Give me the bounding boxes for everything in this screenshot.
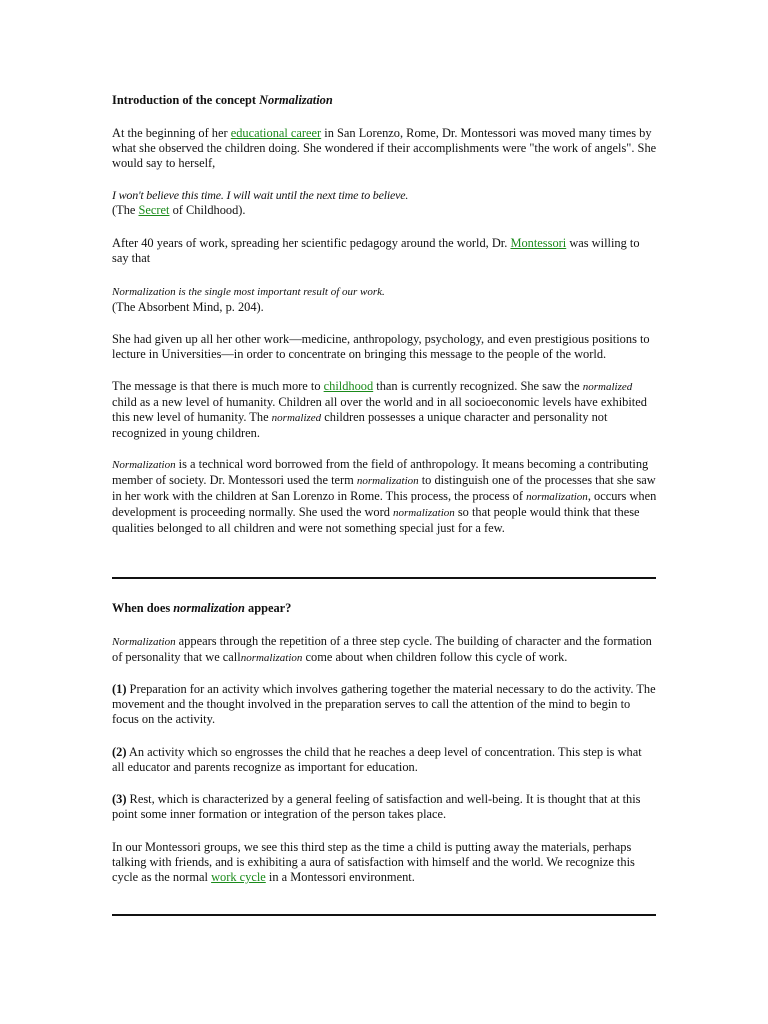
step-number: (2) xyxy=(112,745,127,759)
heading-italic: normalization xyxy=(173,601,245,615)
text-run: At the beginning of her xyxy=(112,126,231,140)
text-run: is a technical word borrowed from the field of anthropology. It means becoming a contributing member of society. Dr. Montessori used the term xyxy=(112,457,649,487)
heading-text: Introduction of the concept xyxy=(112,93,260,107)
section-heading-intro xyxy=(112,93,657,108)
quote-text: I won't believe this time. I will wait until the next time to believe. xyxy=(112,188,409,202)
link-work-cycle[interactable]: work cycle xyxy=(211,870,266,884)
heading-italic: Normalization xyxy=(259,93,333,107)
step-text: Rest, which is characterized by a general feeling of satisfaction and well-being. It is thought that at this point some inner formation or integration of the person takes place. xyxy=(112,792,641,821)
text-run: to distinguish one of the processes that she saw in her work with the children at San Lorenzo in Rome. This process, the process of xyxy=(112,473,656,503)
text-run: in a Montessori environment. xyxy=(265,870,415,884)
quote-text: Normalization is the single most important result of our work. xyxy=(112,286,385,298)
text-run: so that people would think that these qualities belonged to all children and were not something special just for a few. xyxy=(112,505,640,535)
quote-source: (The Absorbent Mind, p. 204). xyxy=(112,300,264,314)
paragraph-beginning xyxy=(112,126,657,171)
italic-term: normalization xyxy=(356,475,419,487)
italic-term: normalized xyxy=(582,381,633,393)
italic-term: Normalization xyxy=(112,636,176,648)
text-run: was willing to say that xyxy=(112,236,640,265)
italic-term: normalization xyxy=(240,652,303,664)
link-childhood[interactable]: childhood xyxy=(323,379,374,393)
step-number: (1) xyxy=(112,682,127,696)
paragraph-three-step-cycle xyxy=(112,634,657,666)
horizontal-divider xyxy=(112,577,656,579)
text-run: , occurs when development is proceeding normally. She used the word xyxy=(112,489,657,519)
step-number: (3) xyxy=(112,792,127,806)
text-run: The message is that there is much more to xyxy=(112,379,324,393)
quote-source: (The xyxy=(112,203,139,217)
horizontal-divider xyxy=(112,914,656,916)
step-item-1 xyxy=(112,682,657,727)
paragraph-technical-word xyxy=(112,457,657,536)
quote-absorbent-mind xyxy=(112,284,657,315)
text-run: appears through the repetition of a three step cycle. The building of character and the formation of personality that we call xyxy=(112,634,652,664)
paragraph-montessori-groups xyxy=(112,840,657,885)
italic-term: normalization xyxy=(393,507,455,519)
text-run: than is currently recognized. She saw the xyxy=(373,379,583,393)
paragraph-other-work: She had given up all her other work—medicine, anthropology, psychology, and even prestigious positions to lecture in Universities—in order to concentrate on bringing this message to the people of the world. xyxy=(112,332,650,361)
italic-term: normalized xyxy=(271,412,322,424)
step-text: Preparation for an activity which involves gathering together the material necessary to do the activity. The movement and the thought involved in the preparation serves to call the attention of the mind to begin to focus on the activity. xyxy=(112,682,656,726)
italic-term: Normalization xyxy=(112,459,176,471)
text-run: child as a new level of humanity. Children all over the world and in all socioeconomic levels have exhibited this new level of humanity. The xyxy=(112,395,647,424)
step-item-3 xyxy=(112,792,657,822)
text-run: come about when children follow this cycle of work. xyxy=(302,650,568,664)
heading-text: When does xyxy=(112,601,174,615)
step-text: An activity which so engrosses the child that he reaches a deep level of concentration. This step is what all educator and parents recognize as important for education. xyxy=(112,745,642,774)
link-secret[interactable]: Secret xyxy=(138,203,170,217)
heading-text: appear? xyxy=(244,601,292,615)
paragraph-message xyxy=(112,379,657,441)
link-montessori[interactable]: Montessori xyxy=(510,236,567,250)
paragraph-forty-years xyxy=(112,236,657,266)
step-item-2 xyxy=(112,745,657,775)
link-educational-career[interactable]: educational career xyxy=(230,126,322,140)
text-run: After 40 years of work, spreading her scientific pedagogy around the world, Dr. xyxy=(112,236,511,250)
text-run: children possesses a unique character and personality not recognized in young children. xyxy=(112,410,608,440)
quote-source: of Childhood). xyxy=(169,203,246,217)
quote-secret-of-childhood xyxy=(112,188,657,218)
text-run: In our Montessori groups, we see this third step as the time a child is putting away the materials, perhaps talking with friends, and is exhibiting a aura of satisfaction with himself and the world. We recognize this cycle as the normal xyxy=(112,840,635,884)
italic-term: normalization xyxy=(526,491,588,503)
text-run: in San Lorenzo, Rome, Dr. Montessori was moved many times by what she observed the children doing. She wondered if their accomplishments were "the work of angels". She would say to herself, xyxy=(112,126,657,170)
section-heading-when xyxy=(112,601,657,616)
